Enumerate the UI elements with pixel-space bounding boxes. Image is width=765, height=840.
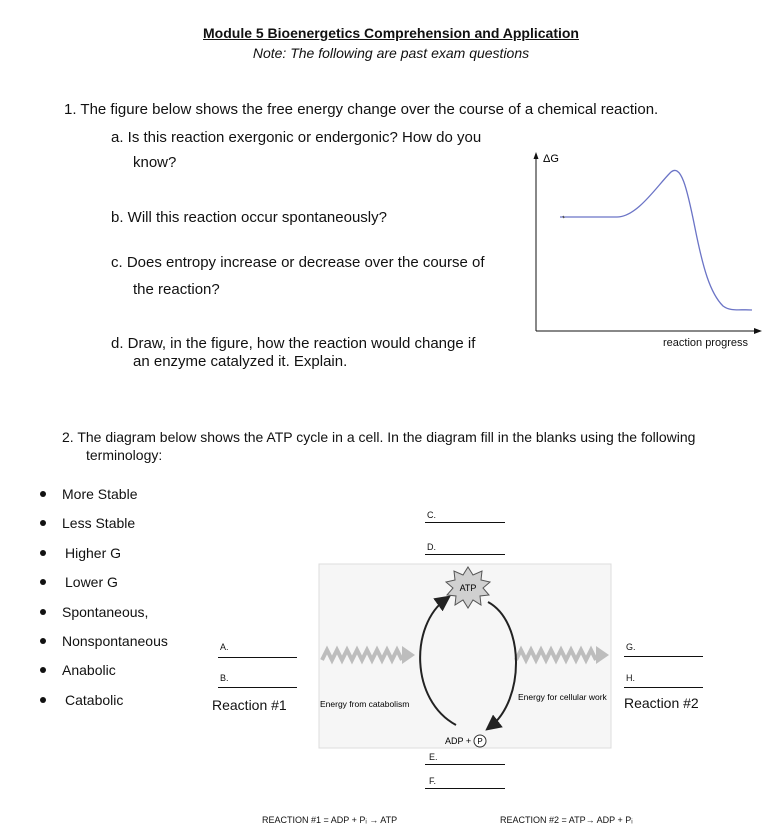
blank-label-e: E. [429, 752, 438, 762]
x-axis-arrowhead [754, 328, 762, 334]
page-title: Module 5 Bioenergetics Comprehension and Application [203, 25, 579, 41]
blank-d[interactable] [425, 554, 505, 555]
energy-curve [560, 170, 752, 310]
q1-stem: 1. The figure below shows the free energy change over the course of a chemical reaction. [64, 101, 659, 118]
q1-c-line2: the reaction? [133, 281, 220, 298]
free-energy-graph [525, 148, 765, 358]
blank-label-h: H. [626, 673, 635, 683]
term-item: Nonspontaneous [40, 633, 168, 649]
q1-b: b. Will this reaction occur spontaneously? [111, 209, 387, 226]
blank-label-d: D. [427, 542, 436, 552]
bullet-icon [40, 550, 46, 556]
blank-a[interactable] [218, 657, 297, 658]
blank-h[interactable] [624, 687, 703, 688]
q2-stem-line1: 2. The diagram below shows the ATP cycle in a cell. In the diagram fill in the blanks using the following [62, 429, 696, 445]
reaction-progress-label: reaction progress [663, 337, 748, 349]
q1-d-line2: an enzyme catalyzed it. Explain. [133, 353, 348, 370]
energy-work-label: Energy for cellular work [518, 692, 607, 702]
term-item: Spontaneous, [40, 604, 148, 620]
bullet-icon [40, 520, 46, 526]
q1-c-line1: c. Does entropy increase or decrease over the course of [111, 254, 485, 271]
q1-d-line1: d. Draw, in the figure, how the reaction would change if [111, 335, 476, 352]
term-item: Less Stable [40, 515, 135, 531]
blank-f[interactable] [425, 788, 505, 789]
bullet-icon [40, 638, 46, 644]
blank-label-b: B. [220, 673, 229, 683]
blank-label-g: G. [626, 642, 636, 652]
q2-stem-line2: terminology: [86, 447, 163, 463]
reaction-1-label: Reaction #1 [212, 697, 287, 713]
q1-a-line2: know? [133, 154, 177, 171]
blank-label-a: A. [220, 642, 229, 652]
curve-tick [563, 216, 564, 218]
equation-reaction-1: REACTION #1 = ADP + Pᵢ → ATP [262, 815, 398, 825]
q1-a-line1: a. Is this reaction exergonic or endergonic? How do you [111, 129, 482, 146]
blank-e[interactable] [425, 764, 505, 765]
atp-cycle-diagram [318, 560, 613, 750]
delta-g-label: ΔG [543, 153, 559, 165]
adp-label: ADP + [445, 736, 472, 746]
blank-c[interactable] [425, 522, 505, 523]
y-axis-arrowhead [534, 152, 539, 159]
bullet-icon [40, 697, 46, 703]
energy-catabolism-label: Energy from catabolism [320, 699, 410, 709]
page-subtitle: Note: The following are past exam questions [252, 45, 530, 61]
atp-label: ATP [459, 583, 477, 593]
bullet-icon [40, 579, 46, 585]
reaction-2-label: Reaction #2 [624, 695, 699, 711]
term-item: Lower G [40, 574, 118, 590]
bullet-icon [40, 609, 46, 615]
term-item: Higher G [40, 545, 121, 561]
phosphate-label: P [477, 737, 483, 746]
blank-b[interactable] [218, 687, 297, 688]
bullet-icon [40, 667, 46, 673]
blank-label-c: C. [427, 510, 436, 520]
blank-g[interactable] [624, 656, 703, 657]
equation-reaction-2: REACTION #2 = ATP→ ADP + Pᵢ [500, 815, 633, 825]
bullet-icon [40, 491, 46, 497]
term-item: Anabolic [40, 662, 116, 678]
blank-label-f: F. [429, 776, 437, 786]
term-item: More Stable [40, 486, 137, 502]
term-item: Catabolic [40, 692, 123, 708]
